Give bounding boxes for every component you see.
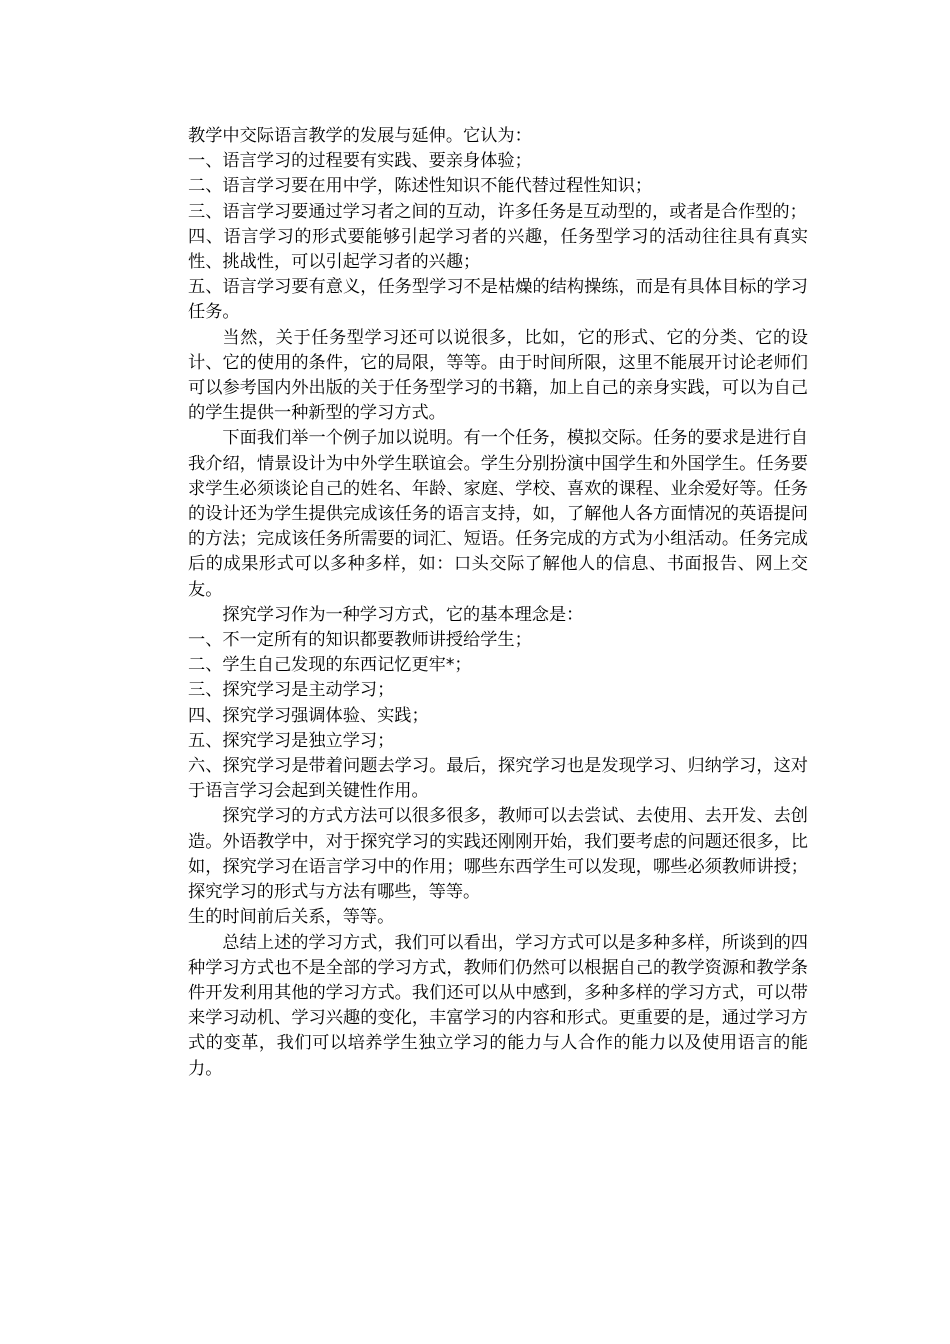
paragraph-fragment: 生的时间前后关系，等等。	[188, 907, 395, 928]
document-body	[188, 124, 808, 1082]
paragraph-task-example: 下面我们举一个例子加以说明。有一个任务，模拟交际。任务的要求是进行自我介绍，情景设计为中外学生联谊会。学生分别扮演中国学生和外国学生。任务要求学生必须谈论自己的姓名、年龄、家庭、学校、喜欢的课程、业余爱好等。任务的设计还为学生提供完成该任务的语言支持，如，了解他人各方面情况的英语提问的方法；完成该任务所需要的词汇、短语。任务完成的方式为小组活动。任务完成后的成果形式可以多种多样，如：口头交际了解他人的信息、书面报告、网上交友。	[188, 428, 808, 600]
list-item-task-4: 四、语言学习的形式要能够引起学习者的兴趣，任务型学习的活动往往具有真实性、挑战性，可以引起学习者的兴趣；	[188, 226, 808, 273]
paragraph-inquiry-methods: 探究学习的方式方法可以很多很多，教师可以去尝试、去使用、去开发、去创造。外语教学中，对于探究学习的实践还刚刚开始，我们要考虑的问题还很多，比如，探究学习在语言学习中的作用；哪些东西学生可以发现，哪些必须教师讲授；探究学习的形式与方法有哪些，等等。	[188, 806, 808, 903]
list-item-inquiry-2: 二、学生自己发现的东西记忆更牢*；	[188, 655, 472, 676]
list-item-inquiry-1: 一、不一定所有的知识都要教师讲授给学生；	[188, 630, 532, 651]
list-item-inquiry-3: 三、探究学习是主动学习；	[188, 680, 395, 701]
paragraph-conclusion: 总结上述的学习方式，我们可以看出，学习方式可以是多种多样，所谈到的四种学习方式也不是全部的学习方式，教师们仍然可以根据自己的教学资源和教学条件开发利用其他的学习方式。我们还可以从中感到，多种多样的学习方式，可以带来学习动机、学习兴趣的变化，丰富学习的内容和形式。更重要的是，通过学习方式的变革，我们可以培养学生独立学习的能力与人合作的能力以及使用语言的能力。	[188, 932, 808, 1079]
list-item-task-2: 二、语言学习要在用中学，陈述性知识不能代替过程性知识；	[188, 176, 653, 197]
list-item-task-1: 一、语言学习的过程要有实践、要亲身体验；	[188, 151, 532, 172]
paragraph-inquiry-intro: 探究学习作为一种学习方式，它的基本理念是：	[222, 604, 584, 625]
list-item-inquiry-5: 五、探究学习是独立学习；	[188, 730, 395, 751]
list-item-task-5: 五、语言学习要有意义，任务型学习不是枯燥的结构操练，而是有具体目标的学习任务。	[188, 277, 808, 323]
paragraph-intro: 教学中交际语言教学的发展与延伸。它认为：	[188, 126, 532, 146]
paragraph-task-discussion: 当然，关于任务型学习还可以说很多，比如，它的形式、它的分类、它的设计、它的使用的条件，它的局限，等等。由于时间所限，这里不能展开讨论老师们可以参考国内外出版的关于任务型学习的书籍，加上自己的亲身实践，可以为自己的学生提供一种新型的学习方式。	[188, 327, 808, 424]
list-item-inquiry-6: 六、探究学习是带着问题去学习。最后，探究学习也是发现学习、归纳学习，这对于语言学习会起到关键性作用。	[188, 756, 808, 802]
list-item-task-3: 三、语言学习要通过学习者之间的互动，许多任务是互动型的，或者是合作型的；	[188, 201, 807, 222]
list-item-inquiry-4: 四、探究学习强调体验、实践；	[188, 705, 429, 726]
